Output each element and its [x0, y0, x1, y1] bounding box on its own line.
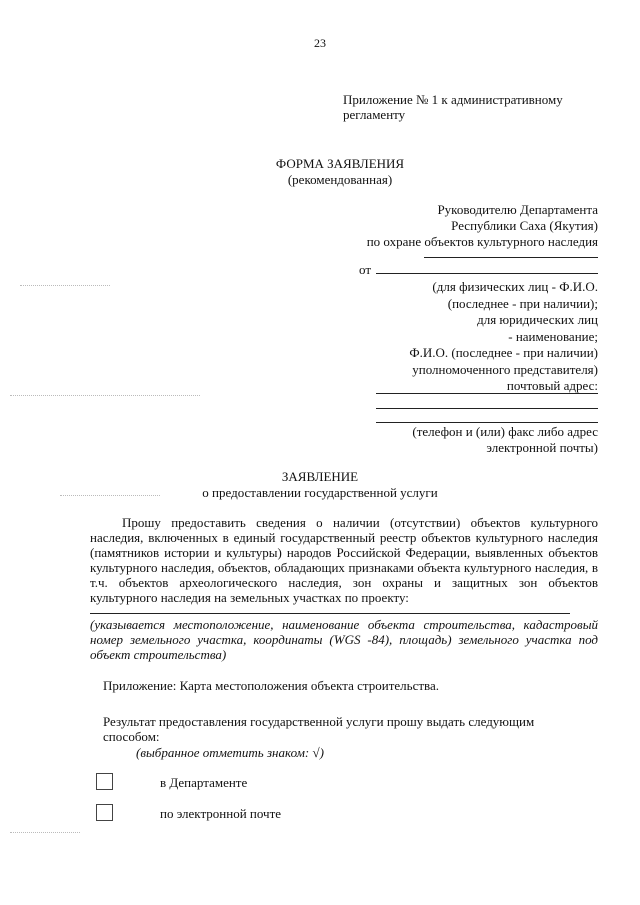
addressee-block [367, 202, 598, 250]
page-number: 23 [314, 36, 326, 50]
option-department-label: в Департаменте [160, 775, 248, 790]
scan-artifact [10, 832, 80, 833]
annex-line-2: регламенту [343, 107, 406, 122]
addressee-line-1: Руководителю Департамента [437, 202, 598, 217]
applicant-hint-line: для юридических лиц [477, 312, 598, 327]
option-email-checkbox[interactable] [96, 804, 113, 821]
form-subtitle: (рекомендованная) [287, 172, 393, 187]
applicant-hints [409, 279, 598, 395]
applicant-hint-line: почтовый адрес: [506, 378, 598, 393]
result-delivery-text: Результат предоставления государственной услуги прошу выдать следующим способом: [103, 714, 535, 744]
option-email-label: по электронной почте [160, 806, 282, 821]
contact-hint [412, 424, 598, 456]
scan-artifact [10, 395, 200, 396]
option-department-checkbox[interactable] [96, 773, 113, 790]
selection-hint: (выбранное отметить знаком: √) [136, 745, 324, 760]
postal-address-line-2[interactable] [376, 408, 598, 409]
scan-artifact [60, 495, 160, 496]
applicant-hint-line: Ф.И.О. (последнее - при наличии) [409, 345, 598, 360]
form-title-block [240, 156, 440, 188]
location-hint: (указывается местоположение, наименование объекта строительства, кадастровый номер земельного участка, координаты (WGS -84), площадь) земельного участка под объект строительства) [90, 617, 598, 662]
statement-title: ЗАЯВЛЕНИЕ [281, 469, 359, 484]
project-fill-line[interactable] [90, 613, 570, 614]
statement-heading [200, 469, 440, 501]
form-title: ФОРМА ЗАЯВЛЕНИЯ [275, 156, 405, 171]
addressee-blank-line[interactable] [424, 257, 598, 258]
postal-address-line-3[interactable] [376, 422, 598, 423]
annex-line-1: Приложение № 1 к административному [343, 92, 563, 107]
contact-hint-line-1: (телефон и (или) факс либо адрес [412, 424, 598, 439]
contact-hint-line-2: электронной почты) [486, 440, 598, 455]
from-label: от [359, 262, 372, 277]
applicant-name-line[interactable] [376, 273, 598, 274]
request-paragraph: Прошу предоставить сведения о наличии (отсутствии) объектов культурного наследия, включенных в единый государственный реестр объектов культурного наследия (памятников истории и культуры) народов Российской Федерации, выявленных объектов культурного наследия, объектов, обладающих признаками объекта культурного наследия, в т.ч. объектов археологического наследия, зон охраны и защитных зон объектов культурного наследия на земельных участках по проекту: [90, 515, 598, 605]
postal-address-line-1[interactable] [376, 393, 598, 394]
annex-reference [343, 92, 563, 122]
applicant-hint-line: уполномоченного представителя) [412, 361, 598, 377]
addressee-line-2: Республики Саха (Якутия) [451, 218, 598, 233]
applicant-hint-line: (последнее - при наличии); [447, 295, 598, 311]
applicant-hint-line: - наименование; [508, 328, 598, 344]
addressee-line-3: по охране объектов культурного наследия [366, 234, 598, 249]
applicant-hint-line: (для физических лиц - Ф.И.О. [432, 279, 598, 294]
scan-artifact [20, 285, 110, 286]
statement-subtitle: о предоставлении государственной услуги [202, 485, 438, 500]
attachment-note: Приложение: Карта местоположения объекта строительства. [103, 678, 440, 693]
